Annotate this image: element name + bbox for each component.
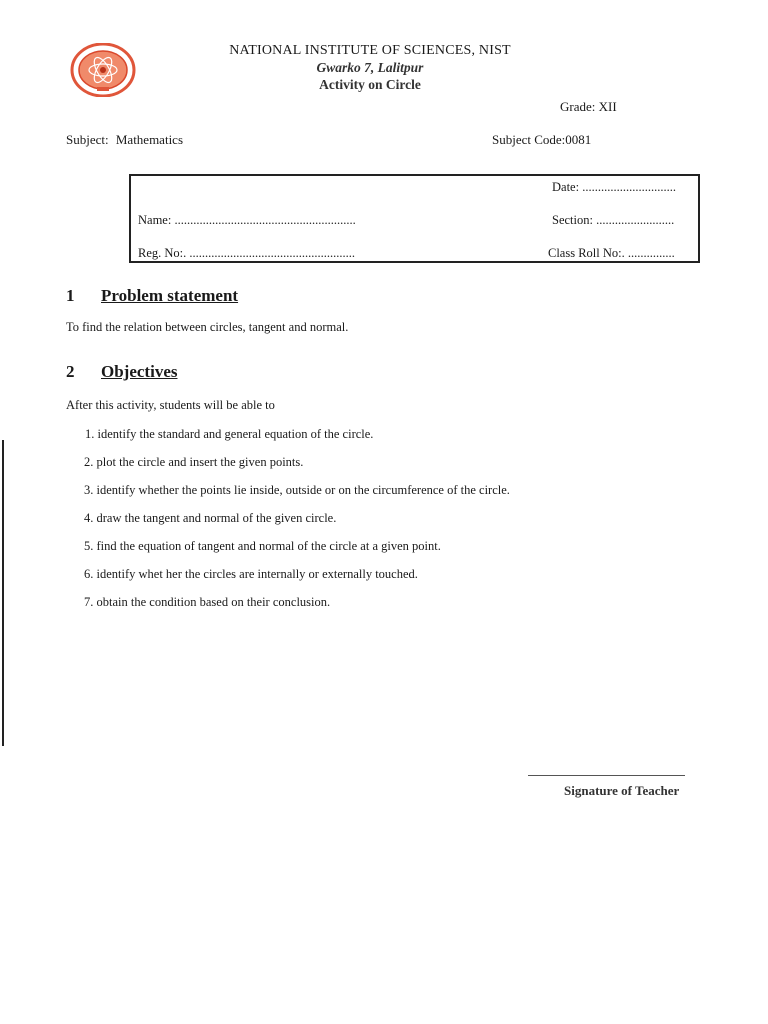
subject-label: Subject: [66, 132, 109, 147]
objectives-intro: After this activity, students will be able to [66, 398, 275, 412]
signature-line [528, 775, 685, 776]
section-field[interactable]: Section: ......................... [552, 213, 675, 227]
section-1-title: Problem statement [101, 286, 239, 305]
institute-name: NATIONAL INSTITUTE OF SCIENCES, NIST [229, 43, 511, 58]
class-roll-field[interactable]: Class Roll No:. ............... [548, 246, 675, 260]
name-field[interactable]: Name: .......................................................... [138, 213, 356, 227]
institute-address: Gwarko 7, Lalitpur [316, 60, 424, 75]
section-2-number: 2 [66, 362, 75, 381]
activity-title: Activity on Circle [319, 77, 421, 92]
student-info-box [129, 174, 700, 263]
section-1-number: 1 [66, 286, 75, 305]
objective-item: 4. draw the tangent and normal of the given circle. [84, 511, 337, 525]
reg-no-field[interactable]: Reg. No:. ..................................................... [138, 246, 356, 260]
subject-value: Mathematics [115, 132, 184, 147]
section-2-title: Objectives [101, 362, 178, 381]
objective-item: 2. plot the circle and insert the given points. [84, 455, 304, 469]
objective-item: 3. identify whether the points lie inside, outside or on the circumference of the circle. [84, 483, 510, 497]
objective-item: 7. obtain the condition based on their conclusion. [84, 595, 331, 609]
margin-line [2, 440, 4, 746]
objective-item: 1. identify the standard and general equation of the circle. [85, 427, 374, 441]
signature-label: Signature of Teacher [564, 783, 680, 798]
objective-item: 6. identify whet her the circles are internally or externally touched. [84, 567, 418, 581]
date-field[interactable]: Date: .............................. [552, 180, 676, 194]
subject [66, 132, 183, 148]
subject-code: Subject Code:0081 [492, 132, 592, 147]
problem-statement-text: To find the relation between circles, tangent and normal. [66, 320, 349, 334]
grade-label: Grade: XII [560, 99, 617, 114]
objective-item: 5. find the equation of tangent and normal of the circle at a given point. [84, 539, 441, 553]
